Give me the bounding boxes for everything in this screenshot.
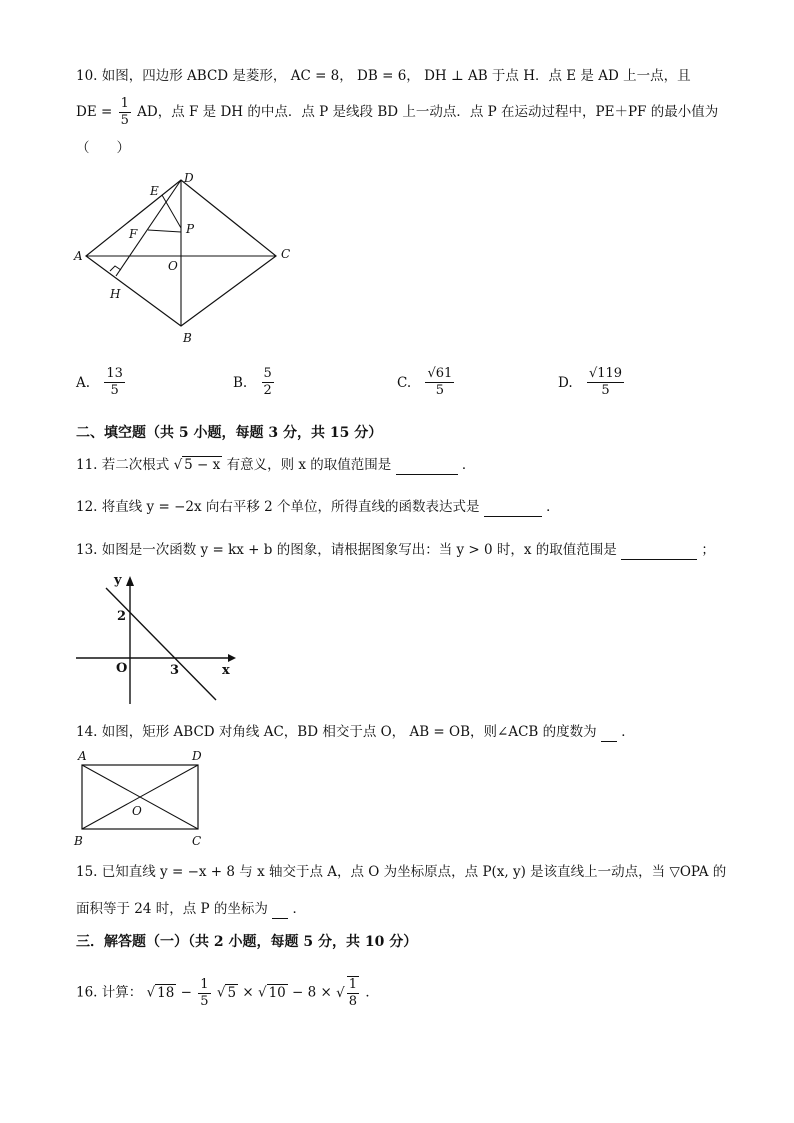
option-b-num: 5 — [263, 366, 272, 381]
q16-r4-den: 8 — [348, 994, 358, 1009]
option-c-label: C. — [397, 374, 412, 391]
label-o: O — [168, 259, 178, 273]
option-d-label: D. — [558, 374, 573, 391]
section-2-heading: 二、填空题（共 5 小题，每题 3 分，共 15 分） — [76, 425, 383, 441]
label-c: C — [281, 247, 291, 261]
label-d: D — [184, 171, 194, 185]
option-a-label: A. — [76, 374, 91, 391]
option-a-frac — [104, 366, 125, 399]
option-b-den: 2 — [263, 383, 272, 398]
label-y: y — [114, 573, 122, 588]
q12-line — [76, 497, 560, 517]
q16-line — [76, 976, 379, 1010]
option-d-den: 5 — [601, 383, 610, 398]
q14-rectangle-figure — [72, 748, 212, 850]
option-d-frac — [587, 366, 624, 399]
q16-frac-num: 1 — [200, 976, 209, 992]
option-b-label: B. — [233, 374, 248, 391]
q16-end: ． — [365, 984, 379, 1001]
segment-ep — [162, 195, 181, 228]
label-intercept-2: 2 — [117, 609, 127, 624]
label-e: E — [150, 184, 159, 198]
q10-rhombus-figure — [66, 170, 306, 350]
q10-answer-paren: （ ） — [76, 140, 130, 156]
q10-option-b[interactable] — [233, 366, 276, 399]
q11-radical: √ 5 − x — [173, 457, 221, 473]
label-intercept-3: 3 — [170, 663, 180, 678]
segment-fp — [148, 230, 181, 232]
q15-answer-blank[interactable] — [272, 904, 288, 919]
q11-line — [76, 455, 475, 475]
q16-minus8: − 8 × — [292, 984, 332, 1001]
q16-prefix: 16. 计算： — [76, 984, 143, 1001]
q14-end: ． — [621, 724, 635, 740]
q12-text: 12. 将直线 y = −2x 向右平移 2 个单位，所得直线的函数表达式是 — [76, 499, 480, 515]
q16-fraction — [198, 977, 210, 1010]
q11-text-b: 有意义，则 x 的取值范围是 — [226, 457, 392, 473]
q13-end: ； — [701, 542, 715, 558]
q16-r4-num: 1 — [348, 977, 358, 992]
label-f: F — [129, 227, 138, 241]
q13-graph-figure — [72, 570, 242, 710]
option-d-num: √119 — [588, 366, 623, 381]
option-c-den: 5 — [435, 383, 444, 398]
function-line — [106, 588, 216, 700]
section-3-heading: 三．解答题（一）（共 2 小题，每题 5 分，共 10 分） — [76, 934, 418, 950]
q10-option-a[interactable] — [76, 366, 127, 399]
q11-text-a: 11. 若二次根式 — [76, 457, 170, 473]
label-b: B — [183, 331, 192, 345]
q10-line2-rest: AD，点 F 是 DH 的中点．点 P 是线段 BD 上一动点．点 P 在运动过程中，PE＋PF 的最小值为 — [137, 104, 719, 120]
q16-frac-den: 5 — [200, 993, 209, 1009]
q16-r2: 5 — [227, 984, 237, 1001]
q11-radicand: 5 − x — [184, 457, 221, 473]
q10-frac-den: 5 — [120, 113, 129, 128]
label-p: P — [186, 222, 195, 236]
label-b: B — [74, 834, 83, 848]
q16-minus: − — [180, 984, 192, 1001]
option-a-den: 5 — [110, 383, 119, 398]
label-o: O — [132, 804, 142, 818]
label-c: C — [192, 834, 202, 848]
q15-end: ． — [292, 901, 307, 917]
q11-end: ． — [461, 457, 476, 473]
q13-answer-blank[interactable] — [621, 545, 697, 560]
q14-answer-blank[interactable] — [601, 727, 617, 742]
q12-end: ． — [546, 499, 560, 515]
q10-option-c[interactable] — [397, 366, 456, 399]
q16-sqrt10: √ 10 — [257, 984, 286, 1001]
q16-times: × — [242, 984, 254, 1001]
q15-line2-text: 面积等于 24 时，点 P 的坐标为 — [76, 901, 268, 917]
option-b-frac — [262, 366, 274, 399]
label-a: A — [74, 249, 83, 263]
q10-option-d[interactable] — [558, 366, 626, 399]
option-c-frac — [425, 366, 454, 399]
q10-frac-num: 1 — [120, 96, 129, 111]
label-x: x — [222, 663, 230, 678]
label-h: H — [110, 287, 121, 301]
q12-answer-blank[interactable] — [484, 502, 542, 517]
q16-r3: 10 — [268, 984, 286, 1001]
x-axis-arrow — [228, 654, 236, 662]
label-d: D — [192, 749, 202, 763]
q10-line1: 10. 如图，四边形 ABCD 是菱形， AC = 8， DB = 6， DH ⊥ AB 于点 H．点 E 是 AD 上一点，且 — [76, 68, 691, 84]
q16-sqrt5: √ 5 — [216, 984, 237, 1001]
q10-de-label: DE = — [76, 104, 113, 120]
q16-r1: 18 — [157, 984, 175, 1001]
option-c-num: √61 — [427, 366, 453, 381]
q14-text: 14. 如图，矩形 ABCD 对角线 AC，BD 相交于点 O， AB = OB，则∠ACB 的度数为 — [76, 724, 597, 740]
y-axis-arrow — [126, 576, 134, 586]
q15-line2 — [76, 899, 306, 919]
label-origin: O — [116, 661, 128, 676]
q11-answer-blank[interactable] — [396, 460, 458, 475]
q10-line2 — [76, 96, 718, 129]
option-a-num: 13 — [106, 366, 123, 381]
q16-sqrt-frac: √ $\frac{1}{8}$ — [336, 977, 358, 1009]
q14-line — [76, 722, 635, 742]
q10-fraction — [119, 96, 131, 129]
q15-line1: 15. 已知直线 y = −x + 8 与 x 轴交于点 A，点 O 为坐标原点，点 P(x, y) 是该直线上一动点，当 ▽OPA 的 — [76, 864, 727, 880]
label-a: A — [78, 749, 87, 763]
q13-line — [76, 540, 715, 560]
q13-text: 13. 如图是一次函数 y = kx + b 的图象，请根据图象写出：当 y > 0 时，x 的取值范围是 — [76, 542, 617, 558]
q16-sqrt18: √ 18 — [146, 984, 175, 1001]
